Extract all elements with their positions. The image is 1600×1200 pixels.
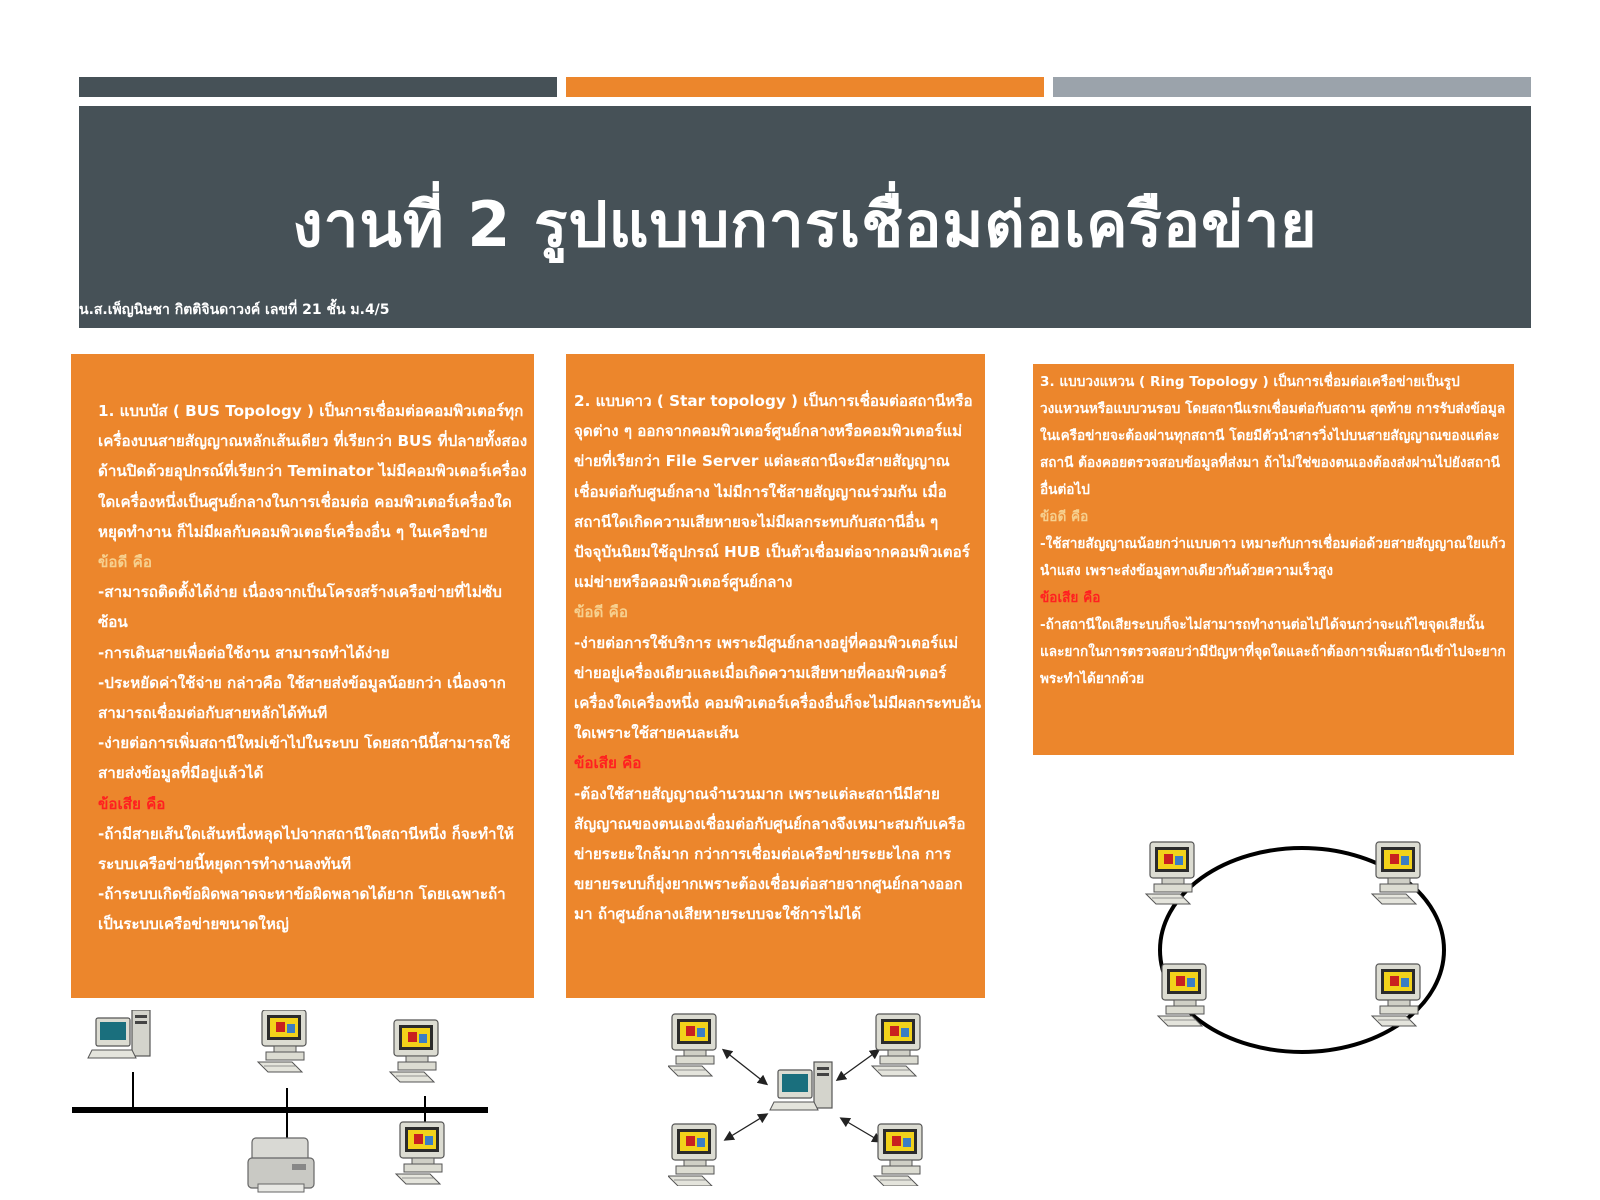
workstation-icon <box>668 1014 716 1076</box>
ring-topology-diagram <box>1140 838 1456 1060</box>
workstation-icon <box>872 1014 920 1076</box>
star-con-item: -ต้องใช้สายสัญญาณจำนวนมาก เพราะแต่ละสถานีมีสายสัญญาณของตนเองเชื่อมต่อกับศูนย์กลางจึงเหมาะสมกับเครือข่ายระยะใกล้มาก กว่าการเชื่อมต่อเครือข่ายระยะไกล การขยายระบบก็ยุ่งยากเพราะต้องเชื่อมต่อสายจากศูนย์กลางออกมา ถ้าศูนย์กลางเสียหายระบบจะใช้การไม่ได้ <box>574 784 966 924</box>
accent-bar-gray <box>1053 77 1531 97</box>
ring-cons-heading: ข้อเสีย คือ <box>1040 590 1101 606</box>
bus-pro-item: -ง่ายต่อการเพิ่มสถานีใหม่เข้าไปในระบบ โดยสถานีนี้สามารถใช้สายส่งข้อมูลที่มีอยู่แล้วได้ <box>98 734 511 783</box>
ring-pro-item: -ใช้สายสัญญาณน้อยกว่าแบบดาว เหมาะกับการเชื่อมต่อด้วยสายสัญญาณใยแก้วนำแสง เพราะส่งข้อมูลทางเดียวกันด้วยความเร็วสูง <box>1040 536 1506 579</box>
accent-bar-orange <box>566 77 1044 97</box>
printer-icon <box>248 1138 314 1192</box>
bus-pro-item: -ประหยัดค่าใช้จ่าย กล่าวคือ ใช้สายส่งข้อมูลน้อยกว่า เนื่องจากสามารถเชื่อมต่อกับสายหลักได้ทันที <box>98 673 506 723</box>
workstation-icon <box>668 1124 716 1186</box>
accent-bar-dark <box>79 77 557 97</box>
star-pro-item: -ง่ายต่อการใช้บริการ เพราะมีศูนย์กลางอยู่ที่คอมพิวเตอร์แม่ข่ายอยู่เครื่องเดียวและเมื่อเกิดความเสียหายที่คอมพิวเตอร์เครื่องใดเครื่องหนึ่ง คอมพิวเตอร์เครื่องอื่นก็จะไม่มีผลกระทบอันใดเพราะใช้สายคนละเส้น <box>574 633 981 743</box>
workstation-icon <box>1158 964 1206 1026</box>
bus-pro-item: -สามารถติดตั้งได้ง่าย เนื่องจากเป็นโครงสร้างเครือข่ายที่ไม่ซับซ้อน <box>98 583 502 632</box>
title-banner <box>79 106 1531 328</box>
bus-topology-diagram <box>70 1010 495 1200</box>
workstation-icon <box>1372 842 1420 904</box>
author-subtitle: น.ส.เพ็ญนิษชา กิตติจินดาวงค์ เลขที่ 21 ชั้น ม.4/5 <box>79 302 390 318</box>
bus-pro-item: -การเดินสายเพื่อต่อใช้งาน สามารถทำได้ง่าย <box>98 643 390 662</box>
server-computer-icon <box>88 1010 150 1058</box>
star-pros-heading: ข้อดี คือ <box>574 603 628 622</box>
star-topology-panel <box>566 354 985 998</box>
star-description: 2. แบบดาว ( Star topology ) เป็นการเชื่อมต่อสถานีหรือจุดต่าง ๆ ออกจากคอมพิวเตอร์ศูนย์กลางหรือคอมพิวเตอร์แม่ข่ายที่เรียกว่า File Server แต่ละสถานีจะมีสายสัญญาณเชื่อมต่อกับศูนย์กลาง ไม่มีการใช้สายสัญญาณร่วมกัน เมื่อสถานีใดเกิดความเสียหายจะไม่มีผลกระทบกับสถานีอื่น ๆ ปัจจุบันนิยมใช้อุปกรณ์ HUB เป็นตัวเชื่อมต่อจากคอมพิวเตอร์แม่ข่ายหรือคอมพิวเตอร์ศูนย์กลาง <box>574 392 973 592</box>
hub-computer-icon <box>770 1062 832 1110</box>
ring-con-item: -ถ้าสถานีใดเสียระบบก็จะไม่สามารถทำงานต่อไปได้จนกว่าจะแก้ไขจุดเสียนั้น และยากในการตรวจสอบว่ามีปัญหาที่จุดใดและถ้าต้องการเพิ่มสถานีเข้าไปจะยากพระทำได้ยากด้วย <box>1040 617 1506 687</box>
workstation-icon <box>1372 964 1420 1026</box>
page-title: งานที่ 2 รูปแบบการเชื่อมต่อเครือข่าย <box>292 188 1318 261</box>
bus-cons-heading: ข้อเสีย คือ <box>98 794 166 813</box>
bus-description: 1. แบบบัส ( BUS Topology ) เป็นการเชื่อมต่อคอมพิวเตอร์ทุกเครื่องบนสายสัญญาณหลักเส้นเดียว ที่เรียกว่า BUS ที่ปลายทั้งสองด้านปิดด้วยอุปกรณ์ที่เรียกว่า Teminator ไม่มีคอมพิวเตอร์เครื่องใดเครื่องหนึ่งเป็นศูนย์กลางในการเชื่อมต่อ คอมพิวเตอร์เครื่องใดหยุดทำงาน ก็ไม่มีผลกับคอมพิวเตอร์เครื่องอื่น ๆ ในเครือข่าย <box>98 402 528 541</box>
workstation-icon <box>874 1124 922 1186</box>
bus-topology-panel <box>71 354 534 998</box>
ring-description: 3. แบบวงแหวน ( Ring Topology ) เป็นการเชื่อมต่อเครือข่ายเป็นรูปวงแหวนหรือแบบวนรอบ โดยสถานีแรกเชื่อมต่อกับสถาน สุดท้าย การรับส่งข้อมูลในเครือข่ายจะต้องผ่านทุกสถานี โดยมีตัวนำสารวิ่งไปบนสายสัญญาณของแต่ละสถานี ต้องคอยตรวจสอบข้อมูลที่ส่งมา ถ้าไม่ใช่ของตนเองต้องส่งผ่านไปยังสถานีอื่นต่อไป <box>1040 374 1506 498</box>
workstation-icon <box>1146 842 1194 904</box>
workstation-icon <box>258 1010 306 1072</box>
ring-pros-heading: ข้อดี คือ <box>1040 509 1089 525</box>
star-topology-diagram <box>668 1010 942 1186</box>
bus-con-item: -ถ้ามีสายเส้นใดเส้นหนึ่งหลุดไปจากสถานีใดสถานีหนึ่ง ก็จะทำให้ระบบเครือข่ายนี้หยุดการทำงานลงทันที <box>98 824 514 874</box>
ring-topology-panel <box>1033 364 1514 755</box>
workstation-icon <box>390 1020 438 1082</box>
bus-con-item: -ถ้าระบบเกิดข้อผิดพลาดจะหาข้อผิดพลาดได้ยาก โดยเฉพาะถ้าเป็นระบบเครือข่ายขนาดใหญ่ <box>98 885 506 934</box>
star-cons-heading: ข้อเสีย คือ <box>574 754 642 773</box>
bus-pros-heading: ข้อดี คือ <box>98 553 152 572</box>
workstation-icon <box>396 1122 444 1184</box>
